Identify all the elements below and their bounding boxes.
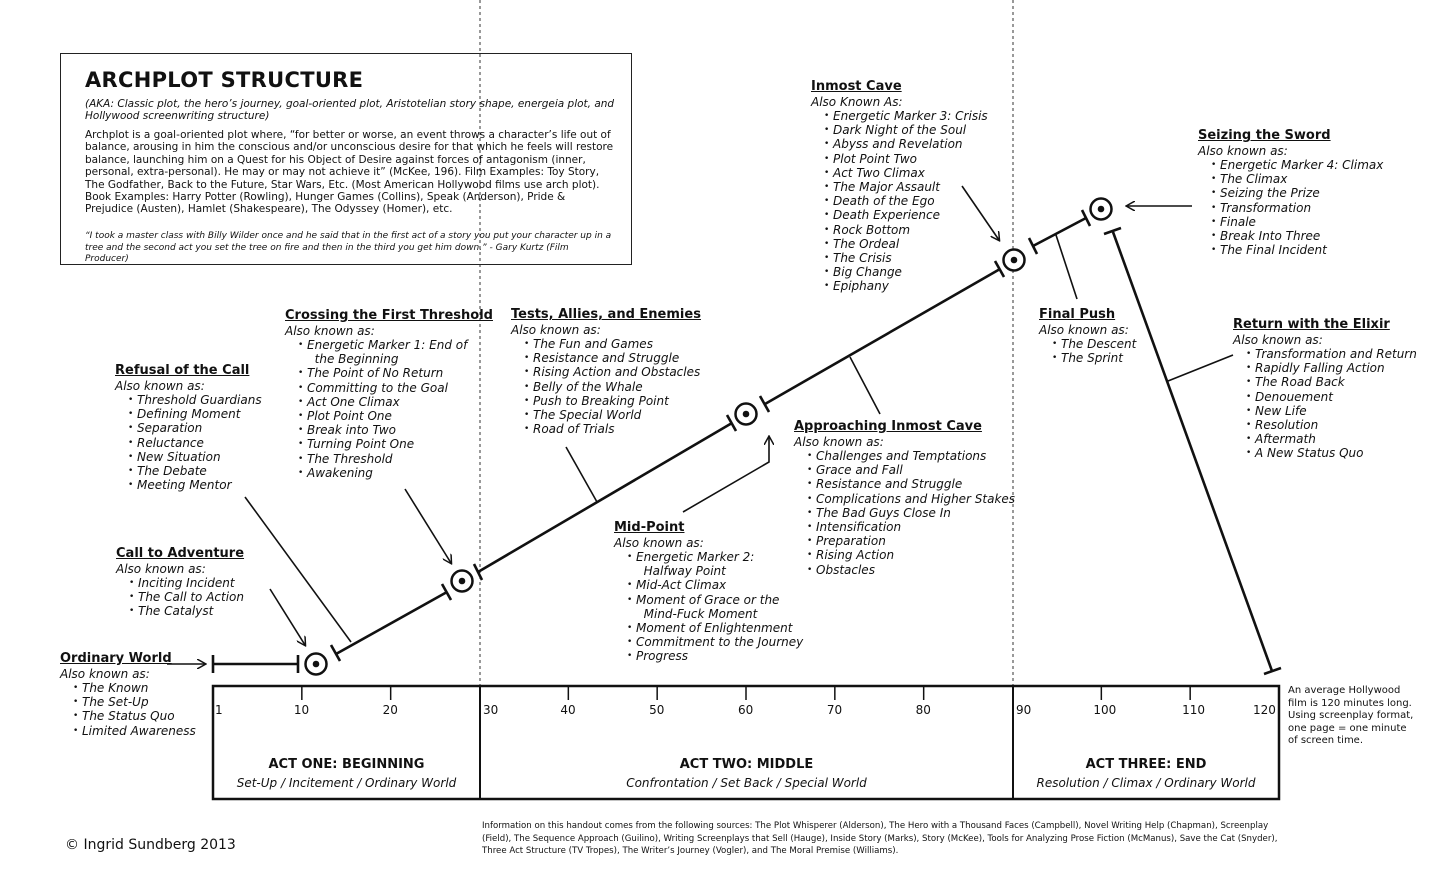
stage-alias-item: • Moment of Enlightenment (627, 621, 803, 635)
stage-alias-item: • New Situation (128, 450, 262, 464)
stage-alias-item: • The Debate (128, 464, 262, 478)
stage-alias-list (811, 109, 988, 294)
stage-alias-item: • The Call to Action (129, 590, 244, 604)
stage-seizing-sword (1198, 128, 1383, 257)
act-three-name: ACT THREE: END (1085, 757, 1207, 772)
stage-alias-item: • Committing to the Goal (298, 381, 493, 395)
stage-title: Final Push (1039, 307, 1116, 322)
stage-alias-item: • Inciting Incident (129, 576, 244, 590)
stage-alias-item: • The Ordeal (824, 237, 988, 251)
stage-title: Refusal of the Call (115, 363, 250, 378)
stage-alias-item: • Rising Action and Obstacles (524, 365, 701, 379)
act-one-subtitle: Set-Up / Incitement / Ordinary World (236, 776, 457, 790)
stage-alias-list (285, 338, 493, 480)
stage-alias-item: • Energetic Marker 4: Climax (1211, 158, 1383, 172)
stage-ordinary-world (60, 651, 196, 738)
stage-alias-item: • Act Two Climax (824, 166, 988, 180)
line-final-push (1056, 235, 1077, 299)
stage-alias-item: • Road of Trials (524, 422, 701, 436)
stage-alias-item: • Belly of the Whale (524, 380, 701, 394)
stage-alias-item: • Rapidly Falling Action (1246, 361, 1417, 375)
stage-alias-item: • The Special World (524, 408, 701, 422)
plot-point-call (306, 654, 327, 675)
stage-alias-item: • Death of the Ego (824, 194, 988, 208)
stage-alias-list (1039, 337, 1136, 365)
intro-aka: (AKA: Classic plot, the hero’s journey, goal-oriented plot, Aristotelian story shape, energeia plot, and Hollywood screenwriting structure) (85, 98, 615, 122)
stage-alias-list (115, 393, 262, 492)
stage-alias-item: • Resistance and Struggle (807, 477, 1015, 491)
arrow-mid-point (683, 437, 769, 512)
stage-aka: Also known as: (285, 324, 375, 338)
tick-label: 50 (649, 703, 665, 717)
stage-title: Seizing the Sword (1198, 128, 1331, 143)
stage-alias-item: • Moment of Grace or the Mind-Fuck Moment (627, 593, 803, 621)
stage-aka: Also known as: (1233, 333, 1323, 347)
stage-alias-list (1233, 347, 1417, 461)
stage-alias-item: • Resolution (1246, 418, 1417, 432)
stage-alias-item: • Defining Moment (128, 407, 262, 421)
stage-aka: Also known as: (116, 562, 206, 576)
tick-label: 90 (1016, 703, 1032, 717)
stage-alias-item: • Commitment to the Journey (627, 635, 803, 649)
stage-alias-item: • The Catalyst (129, 604, 244, 618)
tick-label: 80 (915, 703, 931, 717)
act-three-subtitle: Resolution / Climax / Ordinary World (1036, 776, 1256, 790)
intro-title: ARCHPLOT STRUCTURE (85, 68, 364, 92)
stage-aka: Also Known As: (811, 95, 903, 109)
tick-label: 20 (382, 703, 398, 717)
stage-alias-item: • Finale (1211, 215, 1383, 229)
stage-aka: Also known as: (115, 379, 205, 393)
plot-point-climax (1091, 199, 1112, 220)
stage-alias-item: • The Major Assault (824, 180, 988, 194)
stage-alias-list (614, 550, 803, 664)
stage-alias-item: • Transformation and Return (1246, 347, 1417, 361)
stage-mid-point (614, 520, 803, 664)
stage-alias-item: • Death Experience (824, 208, 988, 222)
stage-alias-item: • The Known (73, 681, 196, 695)
stage-alias-item: • Challenges and Temptations (807, 449, 1015, 463)
arrow-call-to-adventure (270, 589, 305, 645)
stage-alias-item: • Awakening (298, 466, 493, 480)
stage-alias-item: • Act One Climax (298, 395, 493, 409)
stage-alias-item: • Resistance and Struggle (524, 351, 701, 365)
stage-aka: Also known as: (511, 323, 601, 337)
stage-alias-list (794, 449, 1015, 577)
stage-inmost-cave (811, 79, 988, 294)
stage-alias-item: • Grace and Fall (807, 463, 1015, 477)
stage-alias-item: • The Road Back (1246, 375, 1417, 389)
stage-alias-item: • Energetic Marker 3: Crisis (824, 109, 988, 123)
tick-label: 60 (738, 703, 754, 717)
line-tests-allies (566, 447, 597, 502)
timeline-ticks (302, 686, 1190, 700)
stage-refusal-of-call (115, 363, 262, 492)
stage-alias-item: • The Status Quo (73, 709, 196, 723)
stage-alias-item: • Rock Bottom (824, 223, 988, 237)
stage-alias-item: • Break into Two (298, 423, 493, 437)
stage-alias-item: • Plot Point One (298, 409, 493, 423)
stage-alias-item: • Energetic Marker 1: End of the Beginning (298, 338, 493, 366)
tick-label: 1 (215, 703, 223, 717)
copyright: © Ingrid Sundberg 2013 (65, 837, 236, 853)
stage-alias-list (1198, 158, 1383, 257)
stage-alias-item: • Transformation (1211, 201, 1383, 215)
stage-alias-item: • Intensification (807, 520, 1015, 534)
stage-alias-item: • Progress (627, 649, 803, 663)
stage-title: Call to Adventure (116, 546, 245, 561)
intro-quote: “I took a master class with Billy Wilder once and he said that in the first act of a story you put your character up in a tree and the second act you set the tree on fire and then in the third you get him down.” - Gary Kurtz (Film Producer) (85, 231, 612, 264)
stage-title: Mid-Point (614, 520, 685, 535)
stage-alias-item: • Preparation (807, 534, 1015, 548)
stage-alias-item: • Reluctance (128, 436, 262, 450)
stage-alias-item: • Limited Awareness (73, 724, 196, 738)
stage-alias-item: • Threshold Guardians (128, 393, 262, 407)
arrow-crossing-threshold (405, 489, 451, 563)
stage-title: Inmost Cave (811, 79, 902, 94)
stage-alias-item: • The Sprint (1052, 351, 1136, 365)
tick-label: 110 (1182, 703, 1206, 717)
intro-body: Archplot is a goal-oriented plot where, “for better or worse, an event throws a character’s life out of balance, arousing in him the conscious and/or unconscious desire for that which he feels will restore balance, launching him on a Quest for his Object of Desire against forces of antagonism (inner, personal, extra-personal). He may or may not achieve it” (McKee, 196). Film Examples: Toy Story, The Godfather, Back to the Future, Star Wars, Etc. (Most American Hollywood films use arch plot). Book Examples: Harry Potter (Rowling), Hunger Games (Collins), Speak (Anderson), Pride & Prejudice (Austen), Hamlet (Shakespeare), The Odyssey (Homer), etc. (85, 129, 614, 216)
stage-aka: Also known as: (60, 667, 150, 681)
stage-alias-item: • Separation (128, 421, 262, 435)
stage-alias-item: • Break Into Three (1211, 229, 1383, 243)
stage-alias-item: • Seizing the Prize (1211, 186, 1383, 200)
tick-label: 120 (1253, 703, 1276, 717)
act-two-subtitle: Confrontation / Set Back / Special World (626, 776, 867, 790)
stage-alias-item: • The Crisis (824, 251, 988, 265)
plot-point-midpoint (736, 404, 757, 425)
stage-aka: Also known as: (794, 435, 884, 449)
tick-label: 10 (293, 703, 310, 717)
act-one-name: ACT ONE: BEGINNING (268, 757, 425, 772)
stage-alias-item: • Obstacles (807, 563, 1015, 577)
stage-aka: Also known as: (1198, 144, 1288, 158)
act-two-name: ACT TWO: MIDDLE (679, 757, 814, 772)
stage-aka: Also known as: (1039, 323, 1129, 337)
stage-crossing-threshold (285, 308, 493, 480)
stage-alias-list (60, 681, 196, 738)
stage-alias-item: • Plot Point Two (824, 152, 988, 166)
stage-alias-item: • The Set-Up (73, 695, 196, 709)
tick-label: 40 (560, 703, 576, 717)
stage-alias-item: • Aftermath (1246, 432, 1417, 446)
stage-alias-item: • Meeting Mentor (128, 478, 262, 492)
stage-call-to-adventure (116, 546, 244, 619)
stage-aka: Also known as: (614, 536, 704, 550)
stage-title: Return with the Elixir (1233, 317, 1390, 332)
plot-point-inmost-cave (1004, 250, 1025, 271)
line-return-elixir (1168, 355, 1233, 381)
stage-tests-allies (511, 307, 701, 436)
stage-alias-item: • Rising Action (807, 548, 1015, 562)
stage-alias-item: • Turning Point One (298, 437, 493, 451)
stage-alias-item: • The Climax (1211, 172, 1383, 186)
sources-note: Information on this handout comes from the following sources: The Plot Whisperer (Alderson), The Hero with a Thousand Faces (Campbell), Novel Writing Help (Chapman), Screenplay (Field), The Sequence Approach (Guilino), Writing Screenplays that Sell (Hauge), Inside Story (Marks), Story (McKee), Tools for Analyzing Prose Fiction (McManus), Save the Cat (Snyder), Three Act Structure (TV Tropes), The Writer’s Journey (Vogler), and The Moral Premise (Williams). (482, 821, 1278, 856)
stage-alias-item: • Push to Breaking Point (524, 394, 701, 408)
stage-alias-list (116, 576, 244, 619)
stage-alias-item: • Epiphany (824, 279, 988, 293)
tick-label: 100 (1093, 703, 1117, 717)
stage-alias-item: • Energetic Marker 2: Halfway Point (627, 550, 803, 578)
stage-alias-item: • Dark Night of the Soul (824, 123, 988, 137)
stage-alias-list (511, 337, 701, 436)
stage-alias-item: • Big Change (824, 265, 988, 279)
line-refusal-of-call (245, 497, 351, 642)
stage-alias-item: • Mid-Act Climax (627, 578, 803, 592)
stage-title: Crossing the First Threshold (285, 308, 493, 323)
stage-alias-item: • The Fun and Games (524, 337, 701, 351)
stage-alias-item: • The Bad Guys Close In (807, 506, 1015, 520)
stage-final-push (1039, 307, 1136, 365)
stage-return-elixir (1233, 317, 1417, 461)
tick-label: 70 (826, 703, 843, 717)
line-approaching-cave (850, 357, 880, 414)
stage-alias-item: • The Final Incident (1211, 243, 1383, 257)
runtime-note: An average Hollywood film is 120 minutes long. Using screenplay format, one page = one minute of screen time. (1288, 685, 1414, 746)
stage-alias-item: • Complications and Higher Stakes (807, 492, 1015, 506)
stage-alias-item: • The Point of No Return (298, 366, 493, 380)
stage-title: Ordinary World (60, 651, 172, 666)
stage-alias-item: • The Descent (1052, 337, 1136, 351)
stage-approaching-cave (794, 419, 1015, 577)
stage-alias-item: • Abyss and Revelation (824, 137, 988, 151)
stage-alias-item: • Denouement (1246, 390, 1417, 404)
stage-alias-item: • The Threshold (298, 452, 493, 466)
plot-point-threshold (452, 571, 473, 592)
stage-title: Approaching Inmost Cave (794, 419, 982, 434)
stage-alias-item: • New Life (1246, 404, 1417, 418)
stage-title: Tests, Allies, and Enemies (511, 307, 701, 322)
tick-label: 30 (483, 703, 499, 717)
stage-alias-item: • A New Status Quo (1246, 446, 1417, 460)
